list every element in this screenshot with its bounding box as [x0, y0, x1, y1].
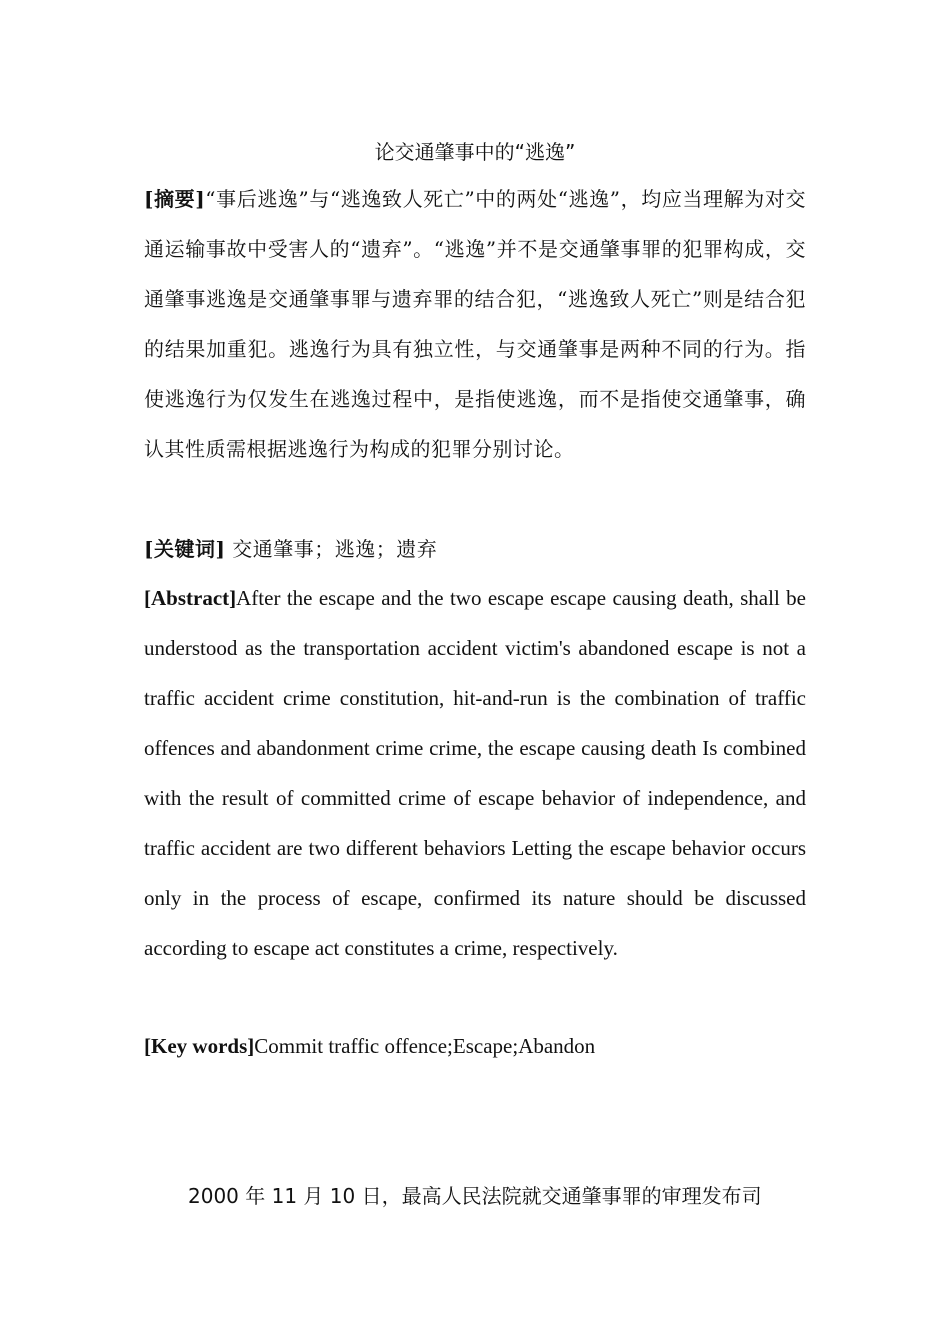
- keywords-cn-label: [关键词]: [144, 537, 226, 561]
- abstract-cn-paragraph: [144, 174, 806, 474]
- abstract-en-paragraph: [144, 573, 806, 973]
- keywords-cn-paragraph: [144, 524, 806, 574]
- abstract-en-label: [Abstract]: [144, 586, 237, 610]
- keywords-en-label: [Key words]: [144, 1034, 255, 1058]
- abstract-cn-label: [摘要]: [144, 187, 206, 211]
- keywords-en-text: Commit traffic offence;Escape;Abandon: [254, 1034, 596, 1058]
- abstract-cn-text: “事后逃逸”与“逃逸致人死亡”中的两处“逃逸”，均应当理解为对交通运输事故中受害人的“遗弃”。“逃逸”并不是交通肇事罪的犯罪构成，交通肇事逃逸是交通肇事罪与遗弃罪的结合犯，“逃逸致人死亡”则是结合犯的结果加重犯。逃逸行为具有独立性，与交通肇事是两种不同的行为。指使逃逸行为仅发生在逃逸过程中，是指使逃逸，而不是指使交通肇事，确认其性质需根据逃逸行为构成的犯罪分别讨论。: [144, 187, 806, 461]
- keywords-cn-text: 交通肇事；逃逸；遗弃: [225, 537, 438, 561]
- document-title: 论交通肇事中的“逃逸”: [374, 140, 576, 164]
- abstract-en-text: After the escape and the two escape escape causing death, shall be understood as the transportation accident victim's abandoned escape is not a traffic accident crime constitution, hit-and-run is the combination of traffic offences and abandonment crime crime, the escape causing death Is combined with the result of committed crime of escape behavior of independence, and traffic accident are two different behaviors Letting the escape behavior occurs only in the process of escape, confirmed its nature should be discussed according to escape act constitutes a crime, respectively.: [144, 586, 806, 960]
- keywords-en-paragraph: [144, 1021, 806, 1071]
- body-first-line: 2000 年 11 月 10 日，最高人民法院就交通肇事罪的审理发布司: [188, 1184, 762, 1208]
